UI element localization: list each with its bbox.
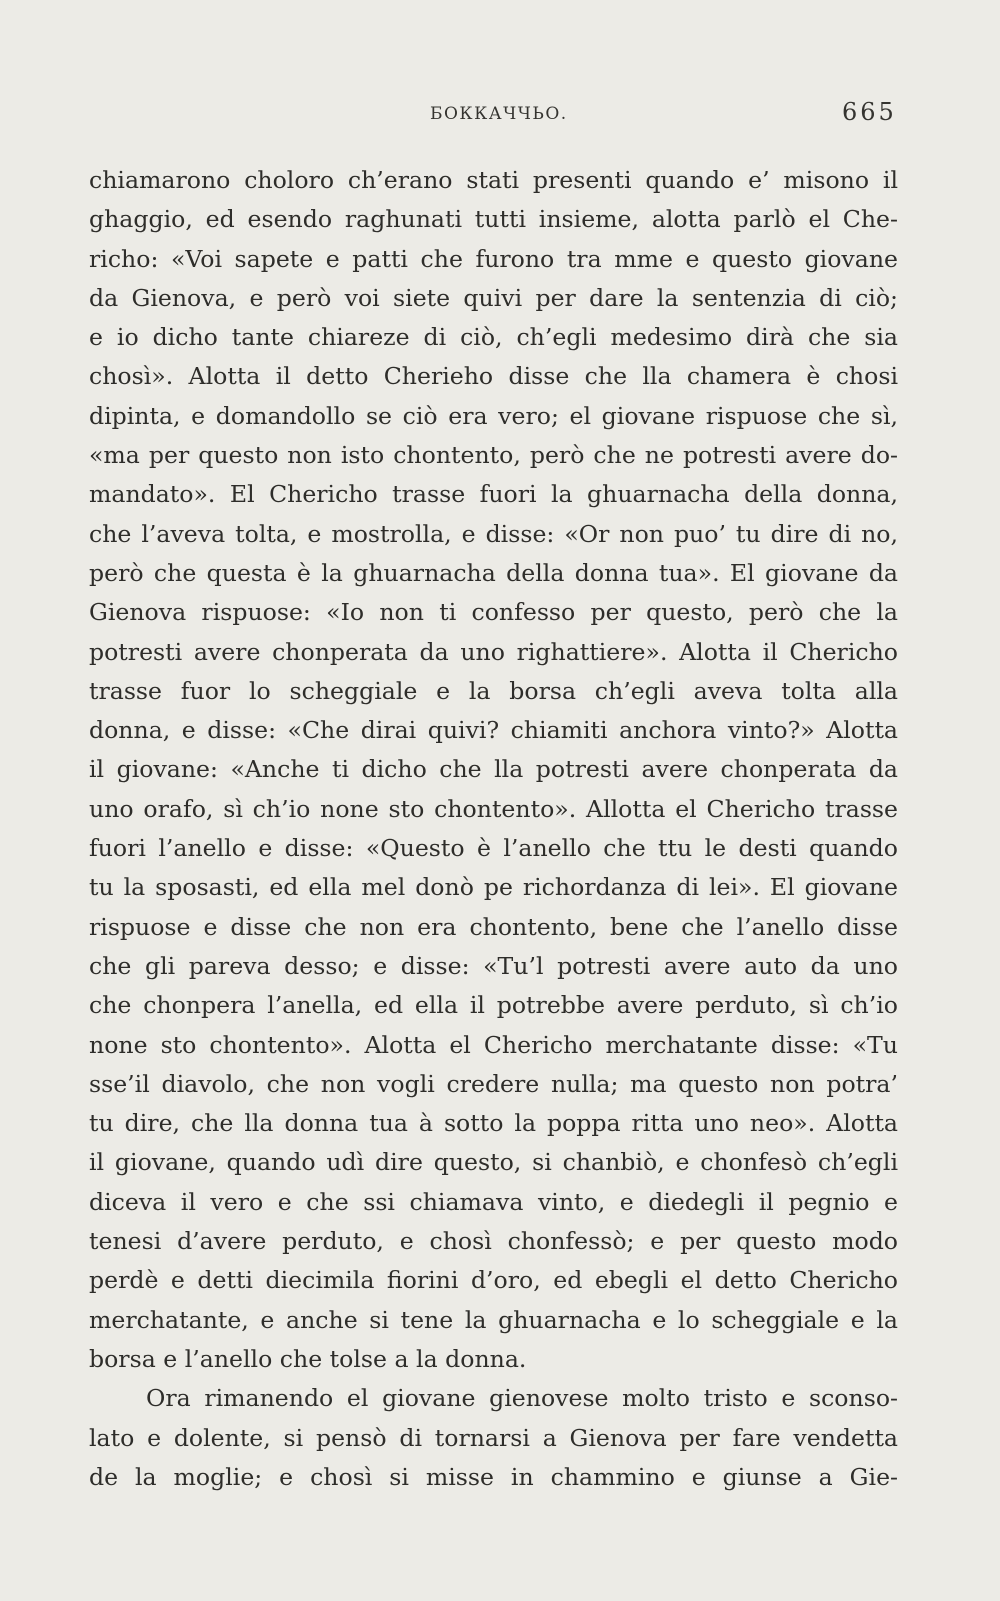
text-line: tu dire, che lla donna tua à sotto la poppa ritta uno neo». Alotta — [89, 1109, 898, 1138]
text-line: dipinta, e domandollo se ciò era vero; el giovane rispuose che sì, — [89, 401, 898, 430]
text-line: none sto chontento». Alotta el Chericho merchatante disse: «Tu — [89, 1030, 898, 1059]
text-line: e io dicho tante chiareze di ciò, ch’egli medesimo dirà che sia — [89, 323, 898, 352]
text-line: donna, e disse: «Che dirai quivi? chiamiti anchora vinto?» Alotta — [89, 716, 898, 745]
text-line: tu la sposasti, ed ella mel donò pe richordanza di lei». El giovane — [89, 873, 898, 902]
text-line: da Gienova, e però voi siete quivi per dare la sentenzia di ciò; — [89, 283, 898, 312]
page-number: 665 — [842, 98, 897, 126]
text-line: perdè e detti diecimila fiorini d’oro, ed ebegli el detto Chericho — [89, 1266, 898, 1295]
text-line: «ma per questo non isto chontento, però che ne potresti avere do- — [89, 441, 898, 470]
text-line: che gli pareva desso; e disse: «Tu’l potresti avere auto da uno — [89, 951, 898, 980]
paragraph-end-line: borsa e l’anello che tolse a la donna. — [89, 1344, 527, 1373]
text-line: sse’il diavolo, che non vogli credere nulla; ma questo non potra’ — [89, 1069, 898, 1098]
text-line: fuori l’anello e disse: «Questo è l’anello che ttu le desti quando — [89, 834, 898, 863]
text-line: che chonpera l’anella, ed ella il potrebbe avere perduto, sì ch’io — [89, 991, 898, 1020]
text-line: potresti avere chonperata da uno righattiere». Alotta il Chericho — [89, 637, 898, 666]
text-line: però che questa è la ghuarnacha della donna tua». El giovane da — [89, 558, 898, 587]
text-line: chosì». Alotta il detto Cherieho disse che lla chamera è chosi — [89, 362, 898, 391]
text-line: ghaggio, ed esendo raghunati tutti insieme, alotta parlò el Che- — [89, 205, 898, 234]
text-line: de la moglie; e chosì si misse in chammino e giunse a Gie- — [89, 1462, 898, 1491]
body-text — [89, 161, 898, 1497]
running-head — [0, 98, 1000, 128]
running-title: БОККАЧЧЬО. — [430, 104, 568, 124]
text-line: lato e dolente, si pensò di tornarsi a Gienova per fare vendetta — [89, 1423, 898, 1452]
text-line: chiamarono choloro ch’erano stati presenti quando e’ misono il — [89, 166, 898, 194]
text-line: tenesi d’avere perduto, e chosì chonfessò; e per questo modo — [89, 1227, 898, 1256]
text-line: uno orafo, sì ch’io none sto chontento». Allotta el Chericho trasse — [89, 794, 898, 823]
text-line: diceva il vero e che ssi chiamava vinto, e diedegli il pegnio e — [89, 1187, 898, 1216]
text-line: mandato». El Chericho trasse fuori la ghuarnacha della donna, — [89, 480, 898, 509]
text-line: rispuose e disse che non era chontento, bene che l’anello disse — [89, 912, 898, 941]
text-line: che l’aveva tolta, e mostrolla, e disse: «Or non puo’ tu dire di no, — [89, 519, 898, 548]
text-line: Gienova rispuose: «Io non ti confesso per questo, però che la — [89, 598, 898, 627]
text-line: il giovane, quando udì dire questo, si chanbiò, e chonfesò ch’egli — [89, 1148, 898, 1177]
paragraph-start-line: Ora rimanendo el giovane gienovese molto tristo e sconso- — [146, 1384, 898, 1413]
text-line: il giovane: «Anche ti dicho che lla potresti avere chonperata da — [89, 755, 898, 784]
text-line: trasse fuor lo scheggiale e la borsa ch’egli aveva tolta alla — [89, 676, 898, 705]
text-line: merchatante, e anche si tene la ghuarnacha e lo scheggiale e la — [89, 1305, 898, 1334]
text-line: richo: «Voi sapete e patti che furono tra mme e questo giovane — [89, 244, 898, 273]
